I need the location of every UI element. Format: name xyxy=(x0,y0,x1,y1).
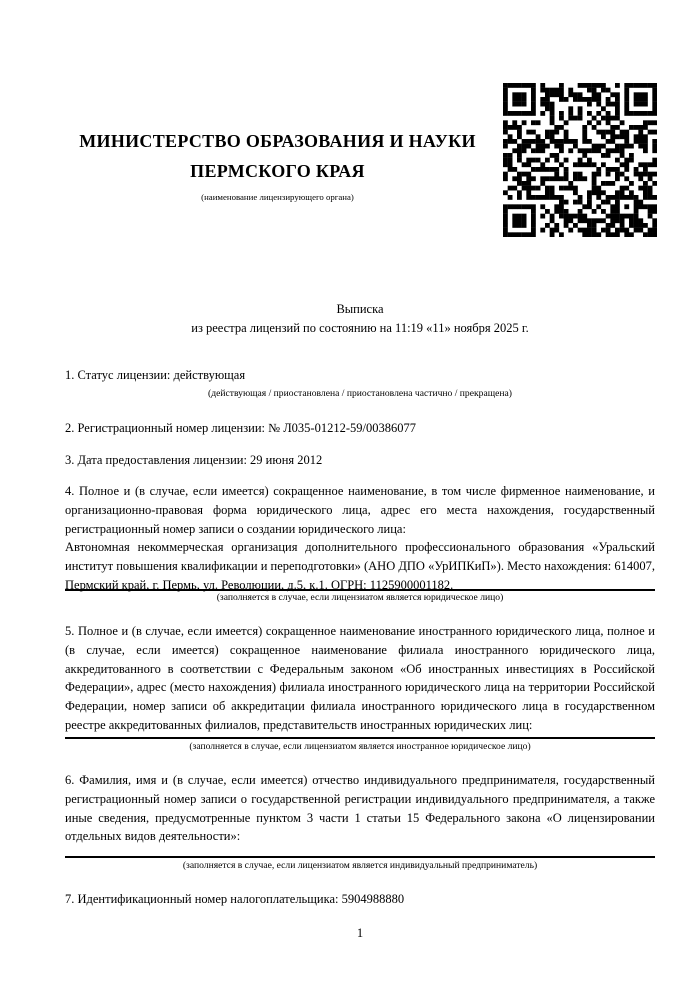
ministry-name xyxy=(65,126,490,186)
ministry-name-line2: ПЕРМСКОГО КРАЯ xyxy=(190,161,365,181)
legal-entity-value: Автономная некоммерческая организация дополнительного профессионального образования «Уральский институт повышения квалификации и переподготовки» (АНО ДПО «УрИПКиП»). Место нахождения: 614007, Пермский край, г. Пермь, ул. Революции, д.5, к.1. ОГРН: 1125900001182. xyxy=(65,540,655,592)
grant-date-line: 3. Дата предоставления лицензии: 29 июня 2012 xyxy=(65,453,323,467)
entrepreneur-label: 6. Фамилия, имя и (в случае, если имеется) отчество индивидуального предпринимателя, государственный регистрационный номер записи о государственной регистрации индивидуального предпринимателя, а также иные сведения, предусмотренные пунктом 3 части 1 статьи 15 Федерального закона «О лицензировании отдельных видов деятельности»: xyxy=(65,773,655,844)
page-number: 1 xyxy=(356,926,364,940)
document-title-line1: Выписка xyxy=(336,302,384,316)
legal-entity-section xyxy=(65,482,655,595)
entrepreneur-section xyxy=(65,771,655,846)
divider-entrepreneur xyxy=(65,856,655,858)
ministry-name-line1: МИНИСТЕРСТВО ОБРАЗОВАНИЯ И НАУКИ xyxy=(79,131,476,151)
taxpayer-id-line: 7. Идентификационный номер налогоплательщика: 5904988880 xyxy=(65,892,405,906)
registration-number-line: 2. Регистрационный номер лицензии: № Л035-01212-59/00386077 xyxy=(65,421,416,435)
qr-code-icon xyxy=(503,83,657,237)
divider-legal-entity xyxy=(65,589,655,591)
document-title xyxy=(65,300,655,337)
foreign-entity-caption: (заполняется в случае, если лицензиатом является иностранное юридическое лицо) xyxy=(189,741,531,752)
legal-entity-label: 4. Полное и (в случае, если имеется) сокращенное наименование, в том числе фирменное наименование, и организационно-правовая форма юридического лица, адрес его места нахождения, государственный регистрационный номер записи о создании юридического лица: xyxy=(65,484,655,536)
entrepreneur-caption: (заполняется в случае, если лицензиатом является индивидуальный предприниматель) xyxy=(182,860,538,871)
license-status-caption: (действующая / приостановлена / приостановлена частично / прекращена) xyxy=(208,388,512,399)
foreign-entity-section xyxy=(65,622,655,735)
legal-entity-caption: (заполняется в случае, если лицензиатом является юридическое лицо) xyxy=(216,592,504,603)
ministry-name-caption: (наименование лицензирующего органа) xyxy=(201,192,354,202)
divider-foreign-entity xyxy=(65,737,655,739)
license-status-line: 1. Статус лицензии: действующая xyxy=(65,368,246,382)
foreign-entity-label: 5. Полное и (в случае, если имеется) сокращенное наименование иностранного юридического лица, полное и (в случае, если имеется) сокращенное наименование филиала иностранного юридического лица, аккредитованного в соответствии с Федеральным законом «Об иностранных инвестициях в Российской Федерации», адрес (место нахождения) филиала иностранного юридического лица на территории Российской Федерации, номер записи об аккредитации филиала иностранного юридического лица в государственном реестре аккредитованных филиалов, представительств иностранных юридических лиц: xyxy=(65,624,655,732)
document-title-line2: из реестра лицензий по состоянию на 11:19 «11» ноября 2025 г. xyxy=(191,320,529,335)
